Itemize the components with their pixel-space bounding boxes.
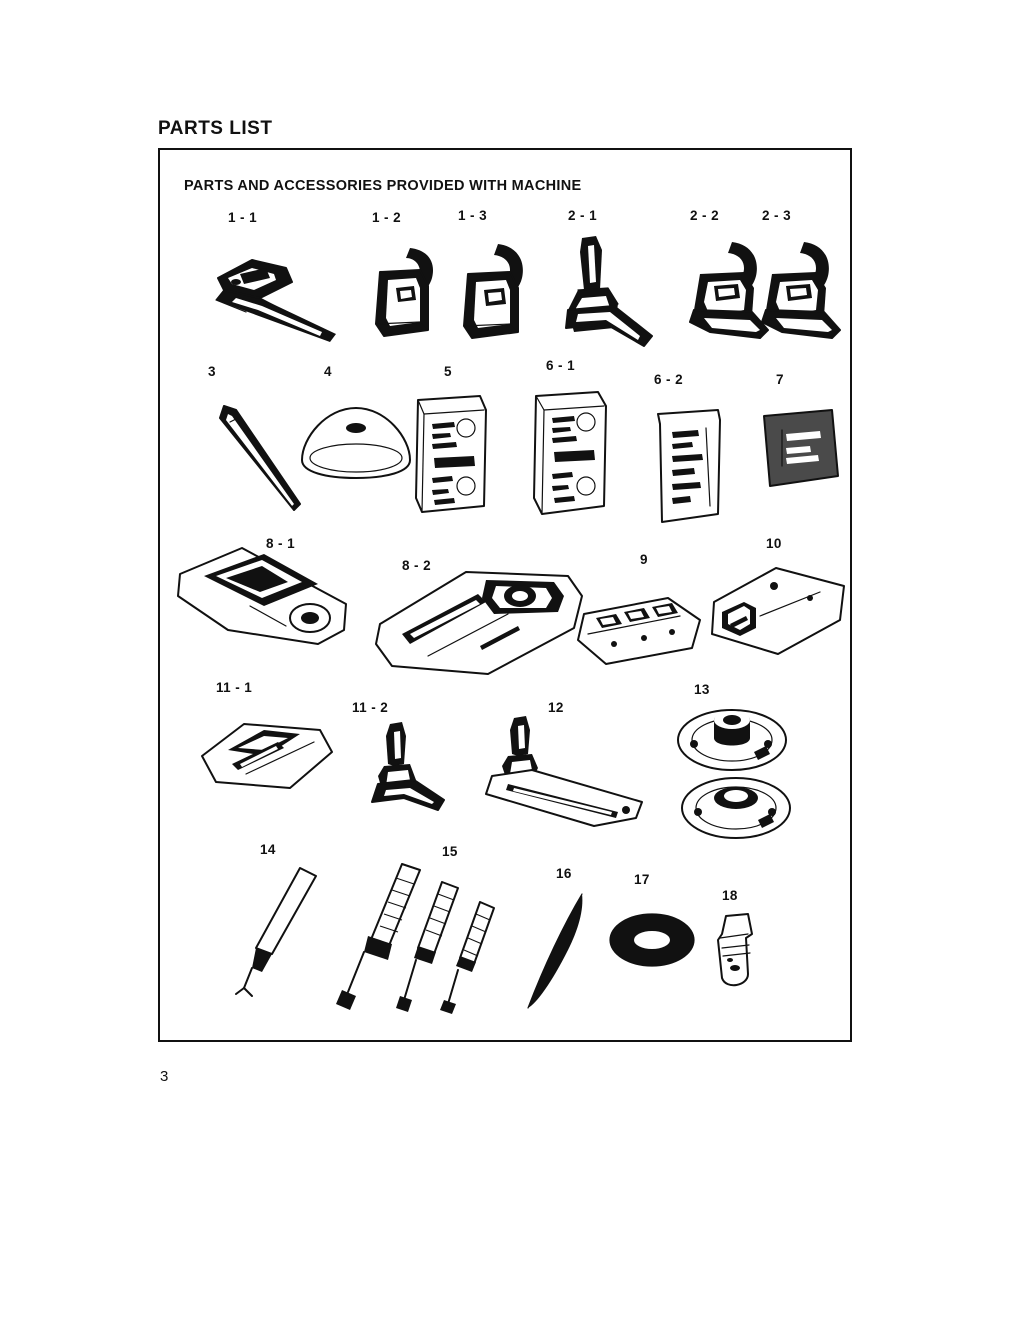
part-item-11-2 (352, 700, 462, 830)
part-label-2-2: 2 - 2 (690, 208, 720, 223)
part-label-6-2: 6 - 2 (654, 372, 684, 387)
part-item-11-1 (188, 680, 348, 810)
part-item-18 (692, 888, 802, 1008)
part-label-1-3: 1 - 3 (458, 208, 488, 223)
needle-case-icon (752, 404, 862, 514)
panel-title: PARTS AND ACCESSORIES PROVIDED WITH MACHINE (184, 178, 582, 194)
part-item-5 (404, 364, 514, 524)
pattern-cam-plate-2-icon (522, 388, 632, 523)
part-label-2-1: 2 - 1 (568, 208, 598, 223)
part-label-5: 5 (444, 364, 452, 379)
part-label-1-2: 1 - 2 (372, 210, 402, 225)
part-label-11-2: 11 - 2 (352, 700, 389, 715)
part-item-1-1 (200, 210, 360, 350)
screwdriver-set-icon (330, 860, 520, 1020)
hemmer-foot-icon (352, 718, 462, 828)
part-label-6-1: 6 - 1 (546, 358, 576, 373)
part-label-14: 14 (260, 842, 276, 857)
part-label-11-1: 11 - 1 (216, 680, 253, 695)
page-number: 3 (160, 1068, 169, 1085)
part-label-4: 4 (324, 364, 332, 379)
darning-plate-icon (188, 712, 348, 812)
part-label-8-1: 8 - 1 (266, 536, 296, 551)
part-item-13 (670, 682, 830, 852)
part-label-18: 18 (722, 888, 738, 903)
part-label-8-2: 8 - 2 (402, 558, 432, 573)
template-slide-bar-icon (572, 588, 712, 678)
zipper-foot-right-icon (752, 234, 862, 354)
part-label-7: 7 (776, 372, 784, 387)
part-label-3: 3 (208, 364, 216, 379)
part-label-12: 12 (548, 700, 564, 715)
bobbin-pair-icon (670, 700, 830, 850)
light-bulb-icon (692, 912, 802, 1022)
pattern-cam-plate-icon (404, 390, 514, 520)
part-item-6-1 (522, 358, 632, 523)
part-label-9: 9 (640, 552, 648, 567)
part-item-12 (478, 700, 658, 840)
buttonhole-attachment-icon (168, 534, 378, 664)
buttonhole-gauge-plate-icon (368, 562, 598, 687)
part-item-2-3 (752, 208, 862, 353)
straight-stitch-foot-icon (552, 232, 672, 362)
part-item-8-2 (368, 548, 598, 688)
part-label-17: 17 (634, 872, 650, 887)
quilting-guide-bar-icon (478, 714, 658, 834)
extension-table-plate-icon (700, 558, 860, 663)
zigzag-presser-foot-icon (200, 238, 350, 348)
spool-holder-disc-icon (292, 398, 422, 488)
part-item-10 (700, 532, 860, 662)
part-item-4 (292, 364, 422, 504)
pattern-cam-plate-3-icon (640, 404, 750, 534)
buttonhole-foot-alt-icon (444, 236, 554, 351)
part-label-15: 15 (442, 844, 458, 859)
part-label-1-1: 1 - 1 (228, 210, 258, 225)
part-item-8-1 (168, 528, 378, 668)
part-item-6-2 (640, 372, 750, 532)
part-item-7 (752, 372, 862, 522)
part-item-2-1 (552, 208, 672, 368)
part-label-13: 13 (694, 682, 710, 697)
page-title: PARTS LIST (158, 118, 273, 139)
part-label-2-3: 2 - 3 (762, 208, 792, 223)
part-item-9 (572, 552, 712, 682)
part-item-15 (330, 840, 520, 1020)
part-label-16: 16 (556, 866, 572, 881)
part-label-10: 10 (766, 536, 782, 551)
part-item-1-3 (444, 208, 554, 353)
